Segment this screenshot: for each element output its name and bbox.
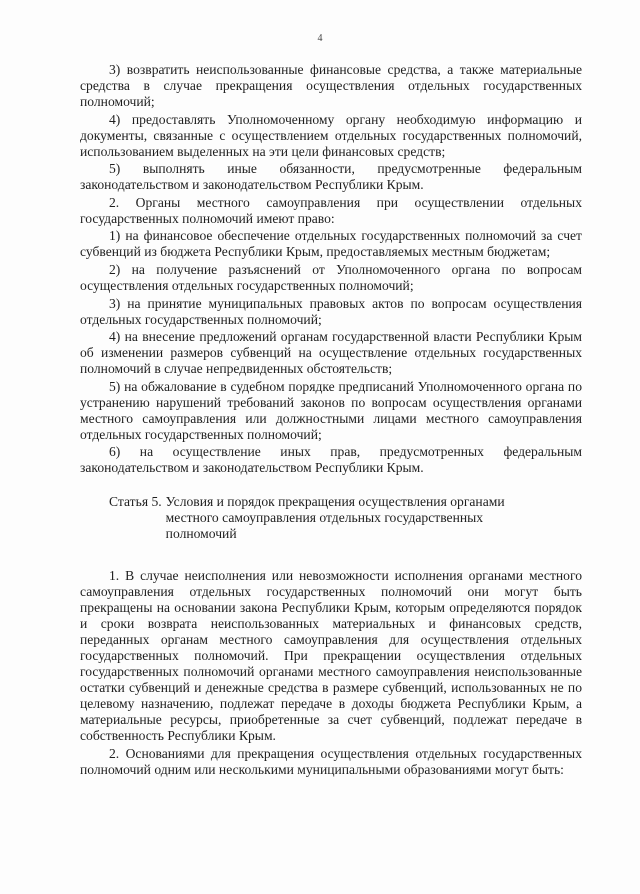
paragraph: 1. В случае неисполнения или невозможности исполнения органами местного самоуправления отдельных государственных полномочий они могут быть прекращены на основании закона Республики Крым, которым определяются порядок и сроки возврата неиспользованных материальных и финансовых средств, переданных органам местного самоуправления для осуществления отдельных государственных полномочий. При прекращении осуществления отдельных государственных полномочий органами местного самоуправления неиспользованные остатки субвенций и денежные средства в размере субвенций, использованных не по целевому назначению, подлежат передаче в доходы бюджета Республики Крым, а материальные ресурсы, приобретенные за счет субвенций, подлежат передаче в собственность Республики Крым. — [80, 568, 582, 744]
paragraph: 4) предоставлять Уполномоченному органу необходимую информацию и документы, связанные с осуществлением отдельных государственных полномочий, использованием выделенных на эти цели финансовых средств; — [80, 111, 582, 159]
document-body — [80, 62, 582, 780]
paragraph: 6) на осуществление иных прав, предусмотренных федеральным законодательством и законодательством Республики Крым. — [80, 444, 582, 476]
article-5-body — [80, 568, 582, 778]
paragraph: 2. Органы местного самоуправления при осуществлении отдельных государственных полномочий имеют право: — [80, 194, 582, 226]
paragraph: 5) на обжалование в судебном порядке предписаний Уполномоченного органа по устранению нарушений требований законов по вопросам осуществления органами местного самоуправления или должностными лицами местного самоуправления отдельных государственных полномочий; — [80, 378, 582, 442]
paragraph: 4) на внесение предложений органам государственной власти Республики Крым об изменении размеров субвенций на осуществление отдельных государственных полномочий в случае непредвиденных обстоятельств; — [80, 329, 582, 377]
paragraph: 3) возвратить неиспользованные финансовые средства, а также материальные средства в случае прекращения осуществления отдельных государственных полномочий; — [80, 62, 582, 109]
paragraph: 2) на получение разъяснений от Уполномоченного органа по вопросам осуществления отдельных государственных полномочий; — [80, 261, 582, 293]
article-title: Условия и порядок прекращения осуществления органами местного самоуправления отдельных государственных полномочий — [165, 494, 505, 542]
article-heading — [80, 494, 582, 542]
article-4-continuation — [80, 62, 582, 476]
paragraph: 2. Основаниями для прекращения осуществления отдельных государственных полномочий одним или несколькими муниципальными образованиями могут быть: — [80, 745, 582, 777]
paragraph: 3) на принятие муниципальных правовых актов по вопросам осуществления отдельных государственных полномочий; — [80, 295, 582, 327]
paragraph: 1) на финансовое обеспечение отдельных государственных полномочий за счет субвенций из бюджета Республики Крым, предоставляемых местным бюджетам; — [80, 228, 582, 260]
page-number: 4 — [317, 33, 323, 44]
article-number: Статья 5. — [109, 494, 162, 510]
paragraph: 5) выполнять иные обязанности, предусмотренные федеральным законодательством и законодательством Республики Крым. — [80, 161, 582, 193]
